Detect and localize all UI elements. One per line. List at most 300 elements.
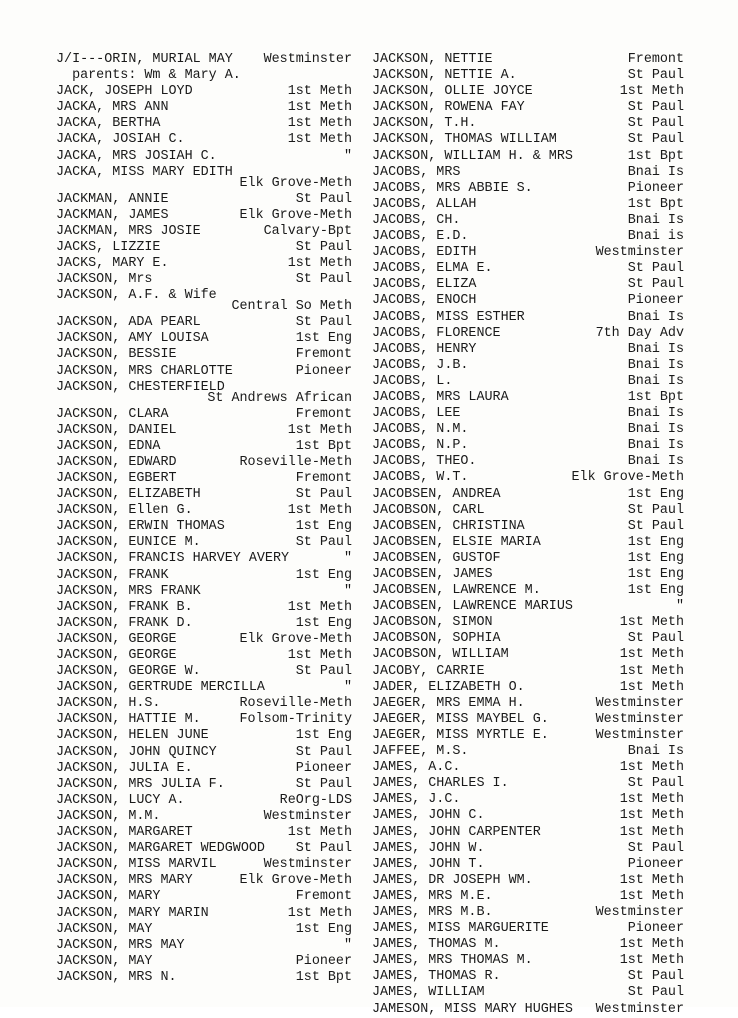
entry-church: 1st Meth [619, 84, 684, 100]
entry-name: JACOBS, ENOCH [372, 293, 477, 309]
entry-name: JACOBS, N.M. [372, 422, 469, 438]
directory-entry [372, 100, 684, 116]
entry-name: JAMES, JOHN W. [372, 840, 485, 856]
directory-entry [56, 380, 352, 407]
directory-entry [56, 922, 352, 938]
directory-entry [372, 647, 684, 663]
entry-name: JACKSON, AMY LOUISA [56, 331, 209, 347]
directory-entry [372, 857, 684, 873]
entry-church: Westminster [263, 857, 352, 873]
entry-church: 1st Eng [295, 331, 352, 347]
entry-church: St Paul [295, 487, 352, 503]
directory-entry [56, 84, 352, 100]
entry-name: JACKSON, MARY [56, 889, 161, 905]
directory-entry [372, 422, 684, 438]
entry-name: JACKS, MARY E. [56, 256, 169, 272]
entry-church: 1st Bpt [627, 196, 684, 212]
entry-church: Bnai Is [627, 373, 684, 389]
directory-entry [56, 889, 352, 905]
entry-church: Folsom-Trinity [239, 712, 352, 728]
directory-entry [56, 455, 352, 471]
entry-name: JAMES, J.C. [372, 792, 461, 808]
entry-church: 1st Meth [287, 503, 352, 519]
directory-entry [372, 149, 684, 165]
entry-church: 1st Bpt [627, 148, 684, 164]
entry-church: Bnai Is [627, 454, 684, 470]
entry-name: JACKSON, FRANK B. [56, 599, 193, 615]
directory-entry [372, 197, 684, 213]
entry-name: JACKSON, FRANK D. [56, 615, 193, 631]
entry-name: JACKSON, HELEN JUNE [56, 728, 209, 744]
directory-entry [372, 712, 684, 728]
entry-church: Pioneer [295, 363, 352, 379]
entry-name: JACKSON, JULIA E. [56, 760, 193, 776]
directory-entry [56, 208, 352, 224]
entry-church: 1st Meth [287, 905, 352, 921]
entry-church: Pioneer [627, 180, 684, 196]
entry-church: St Paul [627, 277, 684, 293]
directory-entry [372, 696, 684, 712]
entry-name: JACOBS, ALLAH [372, 196, 477, 212]
directory-entry [372, 744, 684, 760]
entry-name: JAMES, WILLIAM [372, 985, 485, 1001]
entry-church: St Andrews African [207, 390, 352, 406]
entry-church: 1st Eng [295, 728, 352, 744]
directory-entry [56, 288, 352, 315]
entry-name: JACOBS, LEE [372, 406, 461, 422]
entry-church: St Paul [627, 969, 684, 985]
entry-name: JACKSON, NETTIE [372, 52, 493, 67]
directory-entry [372, 310, 684, 326]
entry-church: Pioneer [295, 760, 352, 776]
entry-name: JACOBS, L. [372, 373, 453, 389]
entry-church: 1st Meth [619, 824, 684, 840]
entry-church: 1st Meth [287, 422, 352, 438]
entry-church: Fremont [627, 52, 684, 67]
entry-name: JACKSON, ERWIN THOMAS [56, 519, 225, 535]
entry-name: JACKSON, MARY MARIN [56, 905, 209, 921]
entry-name: JACKSON, GERTRUDE MERCILLA [56, 680, 265, 696]
directory-entry [56, 116, 352, 132]
entry-church: St Paul [627, 985, 684, 1001]
entry-church: " [343, 148, 352, 164]
directory-entry [372, 921, 684, 937]
directory-entry [372, 841, 684, 857]
directory-entry [56, 407, 352, 423]
entry-church: Westminster [595, 245, 684, 261]
entry-church: St Paul [295, 191, 352, 207]
directory-entry [372, 390, 684, 406]
directory-entry [372, 470, 684, 486]
entry-church: Pioneer [295, 953, 352, 969]
directory-entry [56, 272, 352, 288]
entry-name: JACOBS, MRS ABBIE S. [372, 180, 533, 196]
directory-entry [56, 761, 352, 777]
entry-name: JACKSON, MRS JULIA F. [56, 776, 225, 792]
directory-entry [56, 600, 352, 616]
entry-name: JACOBS, MRS LAURA [372, 389, 509, 405]
entry-name: JACKMAN, MRS JOSIE [56, 223, 201, 239]
directory-entry [372, 664, 684, 680]
directory-entry [56, 745, 352, 761]
directory-entry [56, 954, 352, 970]
entry-name: JACOBY, CARRIE [372, 663, 485, 679]
entry-name: JACOBSEN, LAWRENCE MARIUS [372, 599, 573, 615]
directory-entry [372, 953, 684, 969]
entry-name: JACKSON, ADA PEARL [56, 315, 201, 331]
entry-name: JAFFEE, M.S. [372, 744, 469, 760]
entry-church: 1st Eng [627, 567, 684, 582]
entry-church: 1st Meth [619, 647, 684, 663]
entry-church: Bnai Is [627, 438, 684, 454]
entry-name: JACOBS, MISS ESTHER [372, 309, 525, 325]
entry-name: JACOBS, W.T. [372, 470, 469, 486]
entry-church: Bnai Is [627, 212, 684, 228]
entry-church: 1st Eng [295, 921, 352, 937]
directory-entry [372, 937, 684, 953]
entry-church: 1st Bpt [627, 389, 684, 405]
entry-church: 1st Meth [619, 663, 684, 679]
entry-name: JAMES, MISS MARGUERITE [372, 921, 549, 937]
directory-entry [372, 599, 684, 615]
directory-entry [372, 760, 684, 776]
entry-name: JACKSON, ROWENA FAY [372, 100, 525, 116]
entry-church: Bnai Is [627, 744, 684, 760]
directory-entry [372, 776, 684, 792]
directory-entry [56, 632, 352, 648]
directory-entry [372, 551, 684, 567]
entry-name: parents: Wm & Mary A. [56, 68, 241, 84]
entry-name: JACKSON, MISS MARVIL [56, 857, 217, 873]
directory-entry [56, 192, 352, 208]
entry-church: Roseville-Meth [239, 454, 352, 470]
directory-entry [372, 567, 684, 583]
directory-entry [372, 792, 684, 808]
entry-church: Fremont [295, 347, 352, 363]
directory-entry [372, 277, 684, 293]
entry-name: JACKSON, MRS N. [56, 969, 177, 985]
directory-entry [372, 181, 684, 197]
directory-entry [56, 439, 352, 455]
entry-church: Pioneer [627, 921, 684, 937]
entry-name: JACOBS, J.B. [372, 357, 469, 373]
entry-name: JACKSON, MAY [56, 953, 153, 969]
entry-name: JAMES, JOHN C. [372, 808, 485, 824]
entry-church: 1st Bpt [295, 969, 352, 985]
entry-church: 1st Meth [287, 116, 352, 132]
entry-church: Bnai Is [627, 406, 684, 422]
entry-church: Bnai is [627, 229, 684, 245]
directory-entry [372, 503, 684, 519]
entry-name: JACKSON, EDWARD [56, 454, 177, 470]
entry-name: JAMES, JOHN T. [372, 856, 485, 872]
directory-entry [56, 149, 352, 165]
directory-entry [56, 100, 352, 116]
entry-name: JACOBS, FLORENCE [372, 325, 501, 341]
entry-church: 1st Meth [287, 100, 352, 116]
directory-entry [372, 68, 684, 84]
directory-entry [56, 364, 352, 380]
entry-name: JACKSON, WILLIAM H. & MRS [372, 148, 573, 164]
directory-entry [56, 825, 352, 841]
directory-entry [372, 116, 684, 132]
entry-church: St Paul [627, 261, 684, 277]
directory-entry [372, 213, 684, 229]
entry-church: St Paul [627, 132, 684, 148]
directory-entry [372, 825, 684, 841]
entry-church: " [343, 680, 352, 696]
directory-entry [56, 841, 352, 857]
entry-church: 1st Eng [627, 534, 684, 550]
directory-entry [56, 347, 352, 363]
entry-name: JACKSON, FRANK [56, 567, 169, 583]
entry-name: JACKSON, MARGARET WEDGWOOD [56, 841, 265, 857]
entry-name: JACOBS, EDITH [372, 245, 477, 261]
entry-name: JACKSON, MARGARET [56, 825, 193, 841]
entry-name: JACOBSEN, CHRISTINA [372, 518, 525, 534]
directory-entry [372, 229, 684, 245]
entry-name: JACOBSON, WILLIAM [372, 647, 509, 663]
directory-entry [56, 68, 352, 84]
entry-church: Elk Grove-Meth [571, 470, 684, 486]
directory-entry [56, 240, 352, 256]
right-column [372, 52, 684, 1018]
entry-church: St Paul [295, 664, 352, 680]
directory-entry [56, 938, 352, 954]
entry-church: 1st Meth [619, 792, 684, 808]
entry-name: JACKSON, MRS MAY [56, 937, 185, 953]
directory-entry [56, 132, 352, 148]
entry-name: JACKSON, OLLIE JOYCE [372, 84, 533, 100]
directory-entry [56, 873, 352, 889]
directory-entry [56, 906, 352, 922]
directory-entry [56, 568, 352, 584]
directory-entry [56, 331, 352, 347]
entry-name: JACKSON, CHESTERFIELD [56, 379, 225, 395]
entry-name: JAEGER, MISS MAYBEL G. [372, 711, 549, 727]
entry-church: 1st Meth [287, 599, 352, 615]
entry-name: JACKA, MRS JOSIAH C. [56, 148, 217, 164]
entry-church: 1st Bpt [295, 438, 352, 454]
entry-name: JACKSON, EUNICE M. [56, 535, 201, 551]
entry-name: JACKSON, BESSIE [56, 347, 177, 363]
entry-church: Bnai Is [627, 357, 684, 373]
directory-entry [372, 342, 684, 358]
left-column [56, 52, 352, 986]
directory-entry [372, 631, 684, 647]
entry-church: Fremont [295, 406, 352, 422]
entry-church: 1st Eng [627, 583, 684, 599]
entry-name: JACKSON, EGBERT [56, 470, 177, 486]
entry-name: JACKSON, A.F. & Wife [56, 288, 217, 304]
directory-entry [372, 905, 684, 921]
entry-name: JACOBSEN, GUSTOF [372, 550, 501, 566]
entry-church: " [343, 937, 352, 953]
entry-name: JACOBSON, CARL [372, 502, 485, 518]
entry-name: JAMES, MRS THOMAS M. [372, 953, 533, 969]
entry-name: JACKMAN, JAMES [56, 207, 169, 223]
directory-entry [372, 985, 684, 1001]
entry-church: Westminster [595, 695, 684, 711]
entry-church: St Paul [627, 100, 684, 116]
entry-church: Elk Grove-Meth [239, 873, 352, 889]
entry-church: St Paul [627, 518, 684, 534]
entry-name: JAMES, A.C. [372, 760, 461, 776]
entry-name: JACKS, LIZZIE [56, 239, 161, 255]
directory-entry [372, 519, 684, 535]
directory-entry [372, 293, 684, 309]
directory-entry [56, 471, 352, 487]
directory-entry [56, 519, 352, 535]
entry-church: Westminster [263, 52, 352, 67]
entry-church: St Paul [627, 116, 684, 132]
entry-name: JACKA, MISS MARY EDITH [56, 164, 233, 180]
directory-entry [372, 406, 684, 422]
directory-entry [372, 889, 684, 905]
entry-church: " [343, 583, 352, 599]
entry-name: JACKA, MRS ANN [56, 100, 169, 116]
entry-name: JACKSON, GEORGE [56, 631, 177, 647]
entry-name: JACOBSEN, ANDREA [372, 486, 501, 502]
directory-entry [372, 583, 684, 599]
entry-name: J/I---ORIN, MURIAL MAY [56, 52, 233, 67]
directory-entry [372, 245, 684, 261]
entry-name: JACOBSEN, ELSIE MARIA [372, 534, 541, 550]
entry-name: JACKSON, MRS MARY [56, 873, 193, 889]
directory-entry [56, 52, 352, 68]
entry-church: Westminster [595, 1001, 684, 1017]
directory-entry [56, 423, 352, 439]
entry-church: ReOrg-LDS [279, 792, 352, 808]
entry-name: JACOBS, E.D. [372, 229, 469, 245]
entry-church: 7th Day Adv [595, 325, 684, 341]
entry-name: JACOBS, ELIZA [372, 277, 477, 293]
entry-name: JADER, ELIZABETH O. [372, 679, 525, 695]
entry-name: JACKSON, Mrs [56, 272, 153, 288]
entry-church: St Paul [295, 239, 352, 255]
entry-church: 1st Meth [619, 937, 684, 953]
entry-name: JACKSON, Ellen G. [56, 503, 193, 519]
directory-entry [372, 438, 684, 454]
directory-entry [372, 358, 684, 374]
entry-church: Bnai Is [627, 164, 684, 180]
entry-name: JAMES, DR JOSEPH WM. [372, 872, 533, 888]
entry-name: JACKMAN, ANNIE [56, 191, 169, 207]
entry-name: JAMES, MRS M.E. [372, 888, 493, 904]
entry-name: JACKA, BERTHA [56, 116, 161, 132]
entry-church: Fremont [295, 470, 352, 486]
entry-church: " [343, 551, 352, 567]
entry-church: 1st Meth [287, 256, 352, 272]
directory-entry [372, 374, 684, 390]
directory-entry [372, 615, 684, 631]
directory-entry [372, 1002, 684, 1018]
entry-church: 1st Meth [619, 679, 684, 695]
directory-entry [56, 503, 352, 519]
entry-name: JAMES, THOMAS R. [372, 969, 501, 985]
entry-church: St Paul [627, 776, 684, 792]
directory-entry [56, 487, 352, 503]
entry-name: JAMESON, MISS MARY HUGHES [372, 1001, 573, 1017]
entry-name: JACKSON, HATTIE M. [56, 712, 201, 728]
entry-name: JACOBS, MRS [372, 164, 461, 180]
entry-name: JACOBS, THEO. [372, 454, 477, 470]
directory-entry [56, 680, 352, 696]
entry-church: Westminster [263, 808, 352, 824]
entry-name: JACKSON, MRS CHARLOTTE [56, 363, 233, 379]
entry-church: St Paul [295, 315, 352, 331]
entry-name: JACOBS, N.P. [372, 438, 469, 454]
entry-name: JACKSON, LUCY A. [56, 792, 185, 808]
directory-entry [372, 326, 684, 342]
directory-entry [372, 52, 684, 68]
entry-church: St Paul [295, 535, 352, 551]
entry-church: 1st Meth [619, 888, 684, 904]
directory-entry [56, 970, 352, 986]
entry-name: JACKSON, JOHN QUINCY [56, 744, 217, 760]
entry-name: JACOBSEN, JAMES [372, 567, 493, 582]
entry-church: St Paul [295, 841, 352, 857]
entry-name: JAEGER, MISS MYRTLE E. [372, 727, 549, 743]
entry-church: Elk Grove-Meth [239, 175, 352, 191]
entry-name: JACKSON, GEORGE [56, 648, 177, 663]
directory-entry [56, 535, 352, 551]
entry-church: Fremont [295, 889, 352, 905]
directory-entry [56, 616, 352, 632]
directory-entry [56, 793, 352, 809]
entry-name: JACKSON, THOMAS WILLIAM [372, 132, 557, 148]
entry-church: 1st Eng [295, 567, 352, 583]
entry-church: 1st Meth [619, 615, 684, 631]
entry-church: 1st Meth [619, 808, 684, 824]
entry-church: Bnai Is [627, 341, 684, 357]
entry-name: JACKSON, CLARA [56, 406, 169, 422]
entry-church: 1st Eng [627, 486, 684, 502]
entry-church: St Paul [627, 631, 684, 647]
entry-name: JACKSON, H.S. [56, 696, 161, 712]
directory-entry [372, 535, 684, 551]
directory-entry [56, 777, 352, 793]
entry-name: JACOBSON, SIMON [372, 615, 493, 631]
entry-name: JAMES, THOMAS M. [372, 937, 501, 953]
entry-church: St Paul [295, 272, 352, 288]
entry-church: Calvary-Bpt [263, 223, 352, 239]
entry-church: St Paul [295, 776, 352, 792]
entry-church: St Paul [627, 502, 684, 518]
directory-entry [372, 454, 684, 470]
directory-entry [56, 712, 352, 728]
directory-entry [56, 648, 352, 664]
directory-entry [56, 728, 352, 744]
directory-entry [372, 873, 684, 889]
directory-entry [56, 664, 352, 680]
directory-entry [372, 728, 684, 744]
directory-entry [56, 256, 352, 272]
entry-church: 1st Meth [619, 953, 684, 969]
directory-entry [372, 969, 684, 985]
entry-church: Westminster [595, 727, 684, 743]
entry-church: 1st Meth [287, 825, 352, 841]
entry-name: JACKA, JOSIAH C. [56, 132, 185, 148]
entry-name: JACOBS, CH. [372, 212, 461, 228]
directory-entry [56, 224, 352, 240]
entry-name: JACKSON, NETTIE A. [372, 68, 517, 84]
entry-name: JACOBS, ELMA E. [372, 261, 493, 277]
directory-entry [56, 584, 352, 600]
entry-name: JAEGER, MRS EMMA H. [372, 695, 525, 711]
directory-entry [56, 857, 352, 873]
entry-name: JAMES, CHARLES I. [372, 776, 509, 792]
